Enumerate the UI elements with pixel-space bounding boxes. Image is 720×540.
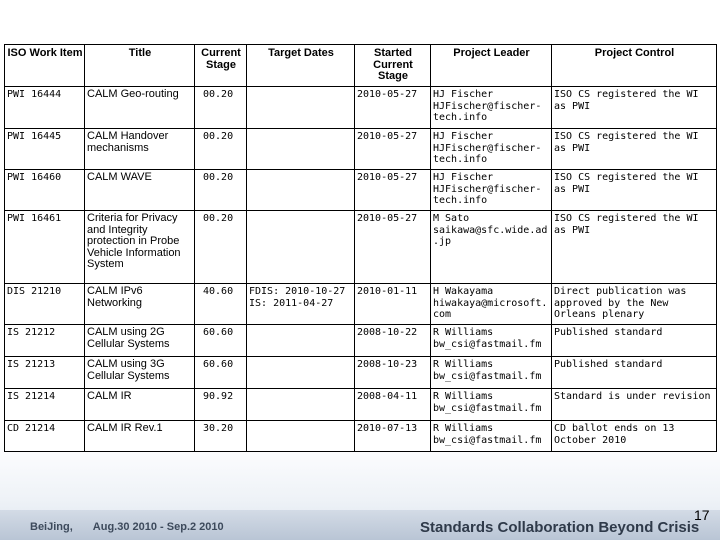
cell-started-current-stage: 2010-05-27 bbox=[355, 170, 431, 211]
footer-dates: Aug.30 2010 - Sep.2 2010 bbox=[92, 521, 224, 533]
work-item-table bbox=[4, 44, 717, 452]
header-iso-work-item: ISO Work Item bbox=[5, 45, 85, 87]
cell-work-item: PWI 16445 bbox=[5, 129, 85, 170]
cell-work-item: CD 21214 bbox=[5, 421, 85, 452]
cell-started-current-stage: 2010-01-11 bbox=[355, 284, 431, 325]
footer-location: BeiJing, bbox=[30, 521, 73, 533]
leader-email: HJFischer@fischer-tech.info bbox=[433, 183, 542, 206]
table-row bbox=[5, 170, 717, 211]
cell-current-stage: 90.92 bbox=[195, 389, 247, 421]
cell-project-leader bbox=[431, 87, 552, 129]
cell-started-current-stage: 2010-05-27 bbox=[355, 211, 431, 284]
table-header-row bbox=[5, 45, 717, 87]
cell-target-dates bbox=[247, 129, 355, 170]
footer-slogan: Standards Collaboration Beyond Crisis bbox=[420, 519, 700, 536]
leader-name: HJ Fischer bbox=[433, 89, 494, 100]
header-title: Title bbox=[85, 45, 195, 87]
cell-project-leader bbox=[431, 284, 552, 325]
leader-email: HJFischer@fischer-tech.info bbox=[433, 142, 542, 165]
header-project-control: Project Control bbox=[552, 45, 717, 87]
leader-name: R Williams bbox=[433, 359, 494, 370]
leader-name: R Williams bbox=[433, 423, 494, 434]
header-started-current-stage: Started Current Stage bbox=[355, 45, 431, 87]
leader-email: bw_csi@fastmail.fm bbox=[433, 434, 542, 446]
table-row bbox=[5, 87, 717, 129]
leader-name: H Wakayama bbox=[433, 286, 494, 297]
cell-target-dates bbox=[247, 170, 355, 211]
cell-title: CALM using 3G Cellular Systems bbox=[85, 357, 195, 389]
cell-started-current-stage: 2008-04-11 bbox=[355, 389, 431, 421]
cell-title: CALM Geo-routing bbox=[85, 87, 195, 129]
cell-current-stage: 60.60 bbox=[195, 325, 247, 357]
cell-project-leader bbox=[431, 389, 552, 421]
cell-project-control: Standard is under revision bbox=[552, 389, 717, 421]
cell-project-control: ISO CS registered the WI as PWI bbox=[552, 211, 717, 284]
cell-current-stage: 00.20 bbox=[195, 170, 247, 211]
leader-email: bw_csi@fastmail.fm bbox=[433, 370, 542, 382]
cell-target-dates bbox=[247, 87, 355, 129]
cell-title: Criteria for Privacy and Integrity protection in Probe Vehicle Information System bbox=[85, 211, 195, 284]
cell-title: CALM Handover mechanisms bbox=[85, 129, 195, 170]
cell-current-stage: 40.60 bbox=[195, 284, 247, 325]
leader-email: bw_csi@fastmail.fm bbox=[433, 402, 542, 414]
leader-name: M Sato bbox=[433, 213, 470, 224]
cell-project-control: Published standard bbox=[552, 325, 717, 357]
cell-project-control: ISO CS registered the WI as PWI bbox=[552, 170, 717, 211]
leader-name: HJ Fischer bbox=[433, 131, 494, 142]
header-target-dates: Target Dates bbox=[247, 45, 355, 87]
cell-target-dates bbox=[247, 325, 355, 357]
target-date-line: FDIS: 2010-10-27 bbox=[249, 286, 346, 297]
leader-name: R Williams bbox=[433, 391, 494, 402]
table-row bbox=[5, 211, 717, 284]
cell-current-stage: 00.20 bbox=[195, 129, 247, 170]
cell-project-leader bbox=[431, 325, 552, 357]
cell-target-dates bbox=[247, 211, 355, 284]
footer-event-info bbox=[30, 521, 224, 533]
header-current-stage: Current Stage bbox=[195, 45, 247, 87]
table-row bbox=[5, 284, 717, 325]
cell-title: CALM WAVE bbox=[85, 170, 195, 211]
cell-project-control: ISO CS registered the WI as PWI bbox=[552, 87, 717, 129]
cell-started-current-stage: 2010-05-27 bbox=[355, 87, 431, 129]
cell-target-dates bbox=[247, 284, 355, 325]
cell-title: CALM using 2G Cellular Systems bbox=[85, 325, 195, 357]
cell-started-current-stage: 2010-07-13 bbox=[355, 421, 431, 452]
cell-work-item: PWI 16444 bbox=[5, 87, 85, 129]
cell-project-leader bbox=[431, 357, 552, 389]
cell-work-item: IS 21213 bbox=[5, 357, 85, 389]
cell-project-control: Direct publication was approved by the New Orleans plenary bbox=[552, 284, 717, 325]
cell-started-current-stage: 2010-05-27 bbox=[355, 129, 431, 170]
table-row bbox=[5, 421, 717, 452]
table-row bbox=[5, 325, 717, 357]
table-row bbox=[5, 129, 717, 170]
leader-email: HJFischer@fischer-tech.info bbox=[433, 100, 542, 123]
cell-work-item: PWI 16461 bbox=[5, 211, 85, 284]
table-row bbox=[5, 357, 717, 389]
cell-current-stage: 00.20 bbox=[195, 87, 247, 129]
cell-current-stage: 60.60 bbox=[195, 357, 247, 389]
leader-email: saikawa@sfc.wide.ad.jp bbox=[433, 224, 548, 247]
cell-current-stage: 30.20 bbox=[195, 421, 247, 452]
cell-work-item: PWI 16460 bbox=[5, 170, 85, 211]
header-project-leader: Project Leader bbox=[431, 45, 552, 87]
cell-project-leader bbox=[431, 170, 552, 211]
leader-name: HJ Fischer bbox=[433, 172, 494, 183]
cell-title: CALM IPv6 Networking bbox=[85, 284, 195, 325]
page-number: 17 bbox=[694, 507, 710, 523]
cell-title: CALM IR Rev.1 bbox=[85, 421, 195, 452]
cell-target-dates bbox=[247, 389, 355, 421]
cell-started-current-stage: 2008-10-23 bbox=[355, 357, 431, 389]
cell-project-leader bbox=[431, 129, 552, 170]
cell-work-item: IS 21212 bbox=[5, 325, 85, 357]
cell-target-dates bbox=[247, 357, 355, 389]
table-row bbox=[5, 389, 717, 421]
cell-target-dates bbox=[247, 421, 355, 452]
leader-email: hiwakaya@microsoft.com bbox=[433, 297, 548, 320]
cell-work-item: IS 21214 bbox=[5, 389, 85, 421]
cell-started-current-stage: 2008-10-22 bbox=[355, 325, 431, 357]
cell-title: CALM IR bbox=[85, 389, 195, 421]
target-date-line: IS: 2011-04-27 bbox=[249, 297, 334, 309]
cell-current-stage: 00.20 bbox=[195, 211, 247, 284]
cell-project-control: Published standard bbox=[552, 357, 717, 389]
cell-project-control: ISO CS registered the WI as PWI bbox=[552, 129, 717, 170]
cell-project-leader bbox=[431, 211, 552, 284]
cell-project-leader bbox=[431, 421, 552, 452]
leader-email: bw_csi@fastmail.fm bbox=[433, 338, 542, 350]
leader-name: R Williams bbox=[433, 327, 494, 338]
cell-work-item: DIS 21210 bbox=[5, 284, 85, 325]
cell-project-control: CD ballot ends on 13 October 2010 bbox=[552, 421, 717, 452]
